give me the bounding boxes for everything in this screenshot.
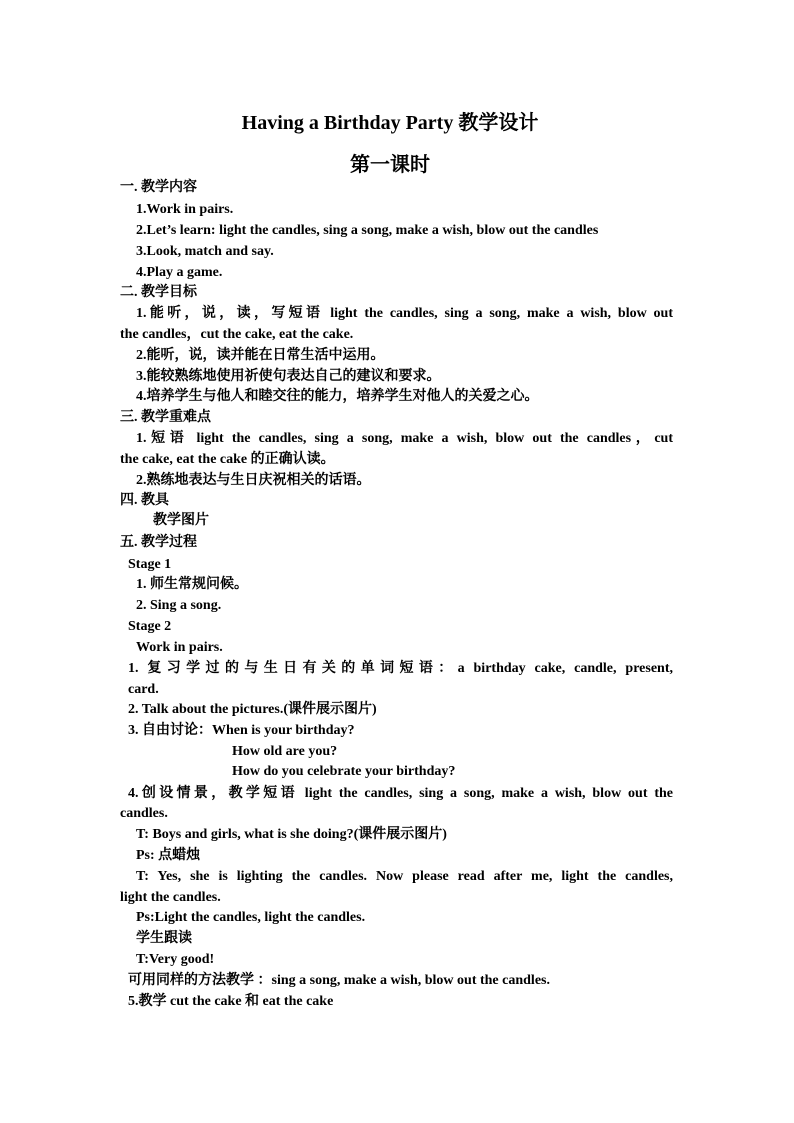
procedure-step: 1. 师生常规问候。 (136, 577, 248, 592)
section-heading-materials: 四. 教具 (120, 493, 169, 508)
content-item: 4.Play a game. (136, 265, 223, 280)
goal-item: 4.培养学生与他人和睦交往的能力，培养学生对他人的关爱之心。 (136, 389, 539, 404)
lesson-subtitle: 第一课时 (350, 154, 430, 176)
dialogue-line: Ps:Light the candles, light the candles. (136, 910, 366, 925)
stage-label: Stage 2 (128, 619, 172, 634)
procedure-step: 4.创设情景，教学短语 light the candles, sing a song, make a wish, blow out the (128, 786, 673, 801)
dialogue-line-continued: light the candles. (120, 890, 221, 905)
procedure-step-continued: candles. (120, 806, 168, 821)
dialogue-line: Ps: 点蜡烛 (136, 848, 201, 863)
goal-item-continued: the candles，cut the cake, eat the cake. (120, 327, 354, 342)
procedure-step: 5.教学 cut the cake 和 eat the cake (128, 994, 334, 1009)
dialogue-line: T:Very good! (136, 952, 215, 967)
content-item: 3.Look, match and say. (136, 244, 274, 259)
stage-label: Stage 1 (128, 557, 172, 572)
discussion-question: How old are you? (232, 744, 338, 759)
procedure-step: 2. Talk about the pictures.(课件展示图片) (128, 702, 377, 717)
section-heading-procedure: 五. 教学过程 (120, 535, 197, 550)
materials-item: 教学图片 (153, 513, 209, 528)
key-point-item: 2.熟练地表达与生日庆祝相关的话语。 (136, 473, 371, 488)
procedure-step: 1. 复习学过的与生日有关的单词短语：a birthday cake, candle, present, (128, 661, 673, 676)
goal-item: 2.能听，说，读并能在日常生活中运用。 (136, 348, 385, 363)
content-item: 1.Work in pairs. (136, 202, 234, 217)
goal-item: 1.能听，说，读，写短语 light the candles, sing a song, make a wish, blow out (136, 306, 673, 321)
procedure-step: Work in pairs. (136, 640, 223, 655)
dialogue-line: 学生跟读 (136, 931, 192, 946)
procedure-note: 可用同样的方法教学 ：sing a song, make a wish, blow out the candles. (128, 973, 550, 988)
section-heading-content: 一. 教学内容 (120, 180, 197, 195)
dialogue-line: T: Boys and girls, what is she doing?(课件展示图片) (136, 827, 447, 842)
goal-item: 3.能较熟练地使用祈使句表达自己的建议和要求。 (136, 369, 441, 384)
content-item: 2.Let’s learn: light the candles, sing a song, make a wish, blow out the candles (136, 223, 599, 238)
document-title: Having a Birthday Party 教学设计 (241, 112, 539, 134)
section-heading-key-points: 三. 教学重难点 (120, 410, 211, 425)
key-point-item-continued: the cake, eat the cake 的正确认读。 (120, 452, 335, 467)
procedure-step-continued: card. (128, 682, 159, 697)
procedure-step: 2. Sing a song. (136, 598, 222, 613)
discussion-question: How do you celebrate your birthday? (232, 764, 456, 779)
dialogue-line: T: Yes, she is lighting the candles. Now please read after me, light the candles, (136, 869, 673, 884)
procedure-step: 3. 自由讨论：When is your birthday? (128, 723, 355, 738)
section-heading-goals: 二. 教学目标 (120, 285, 197, 300)
key-point-item: 1.短语 light the candles, sing a song, make a wish, blow out the candles，cut (136, 431, 673, 446)
